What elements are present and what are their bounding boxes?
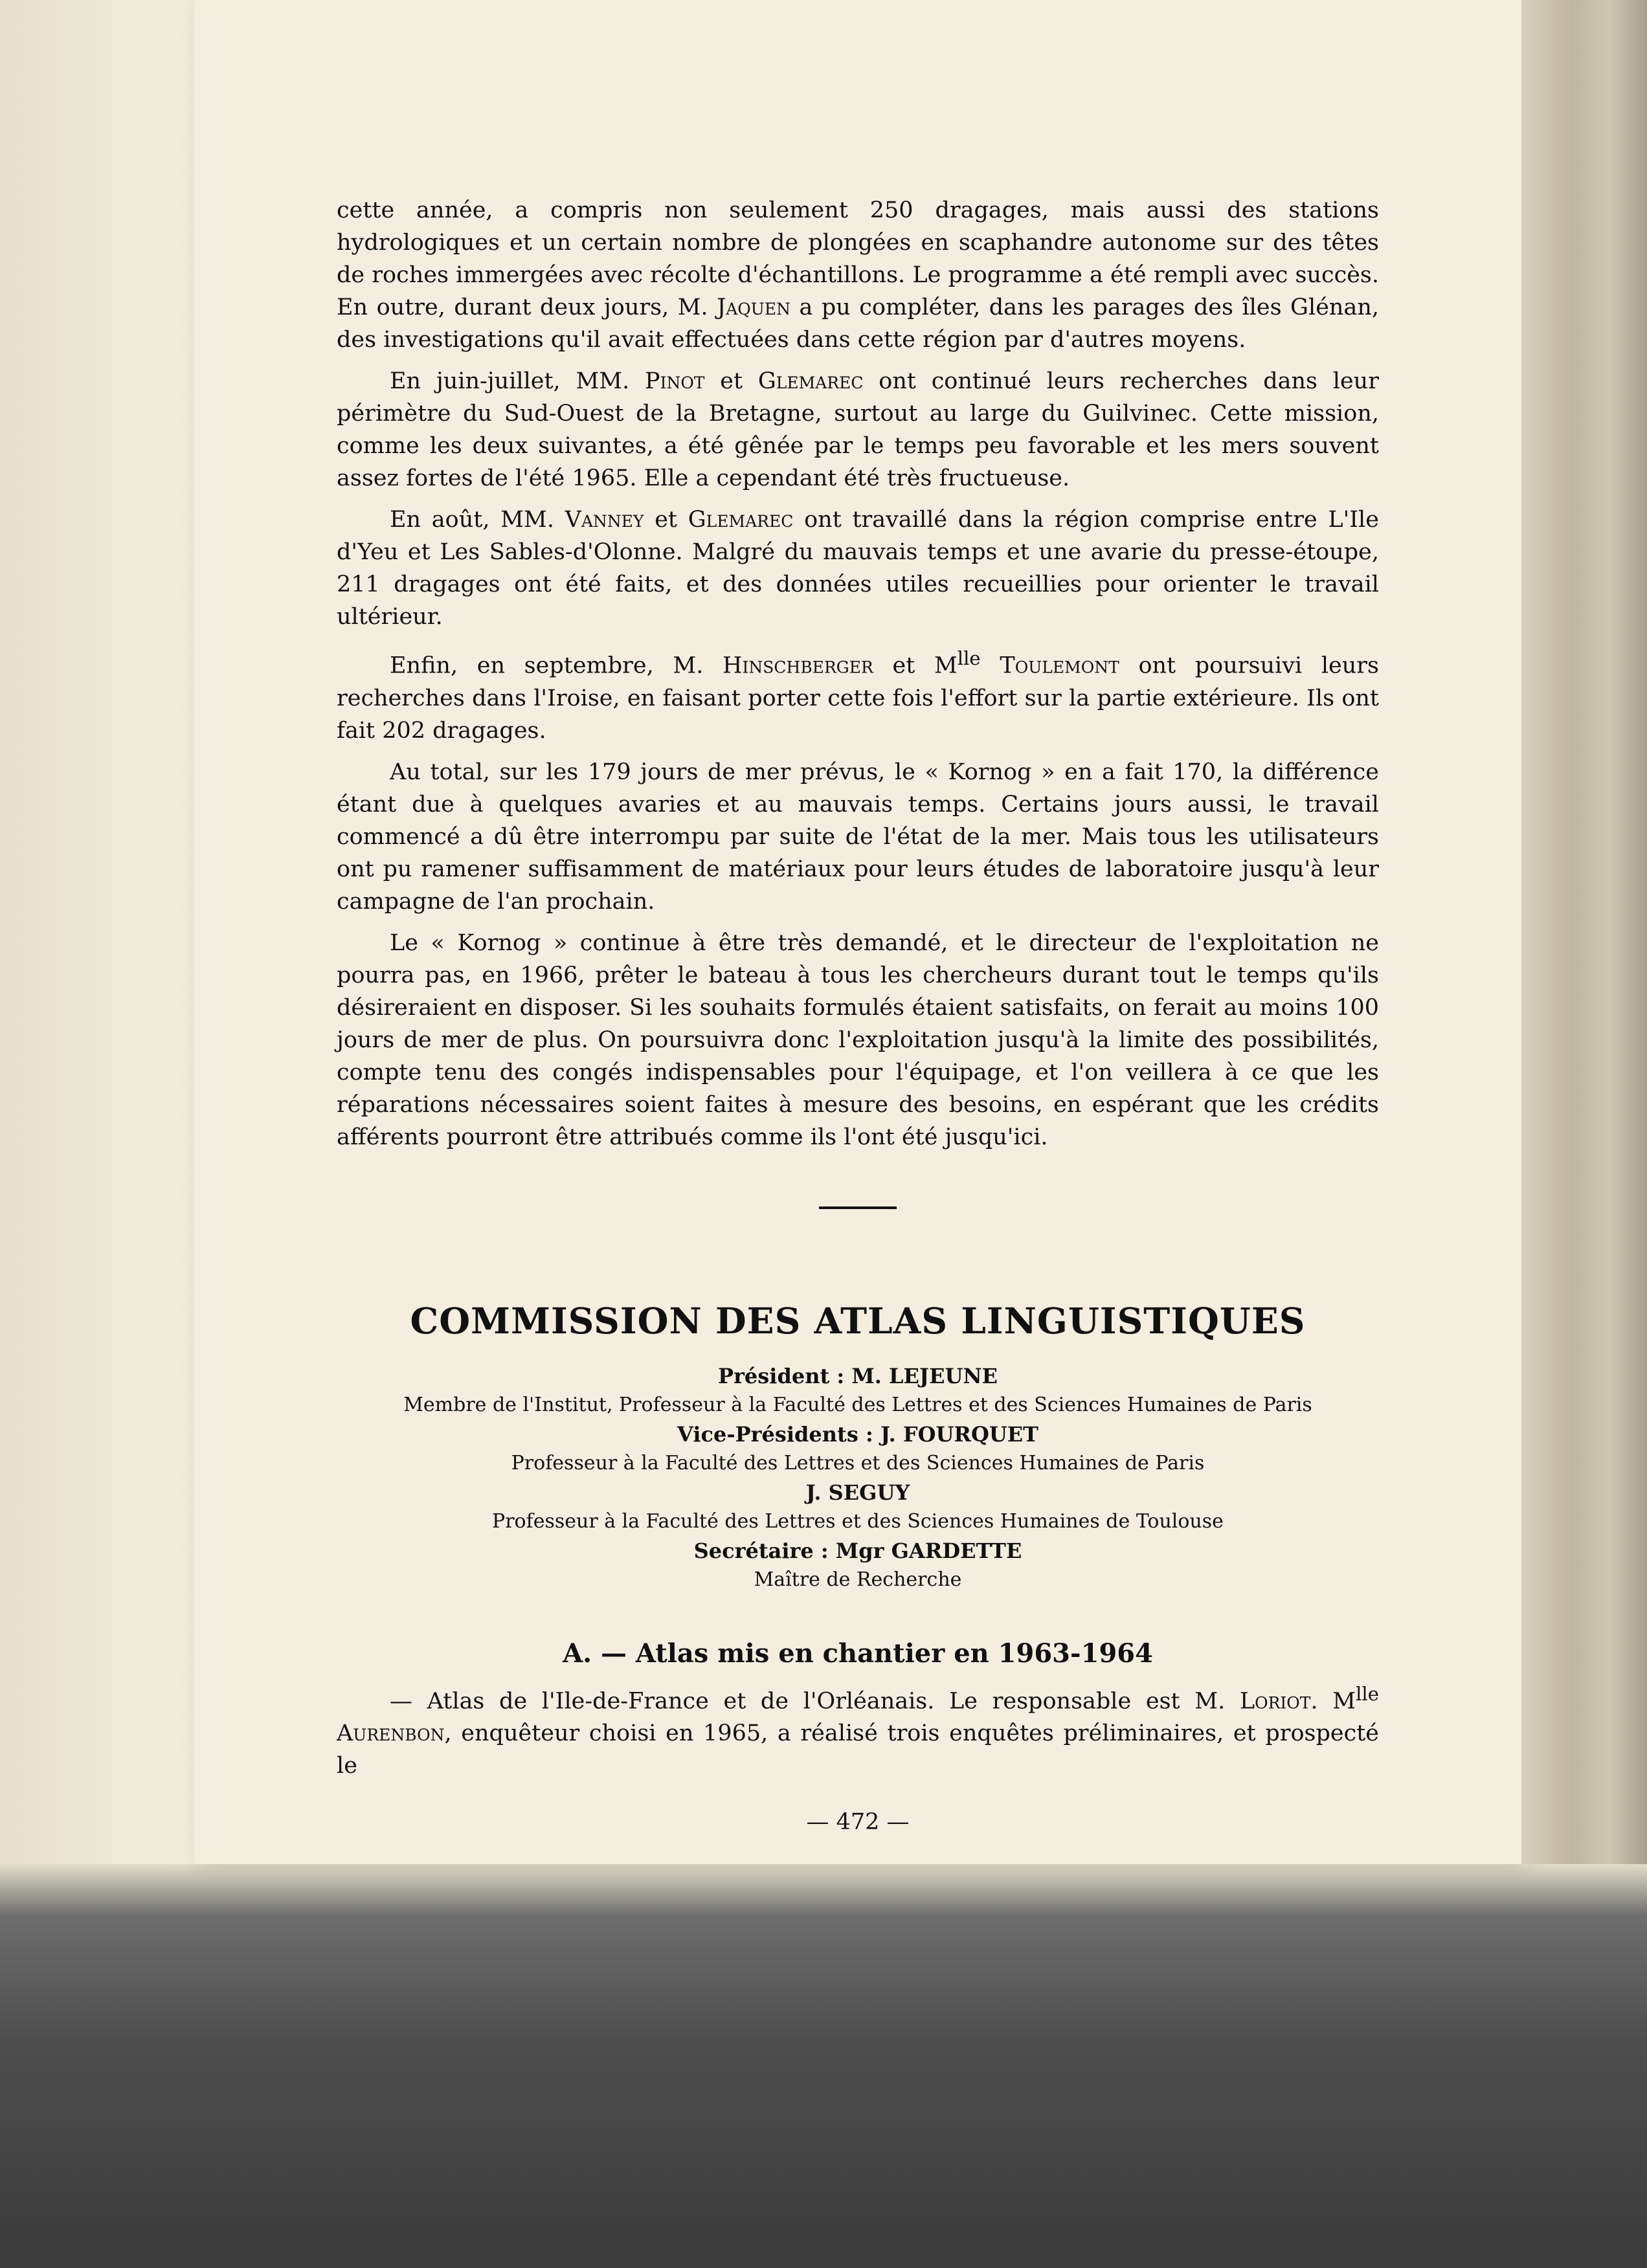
name-toulemont: Toulemont [1000,652,1119,679]
page-edge-shadow [1521,0,1647,1864]
section-divider [819,1206,897,1209]
paragraph-1: cette année, a compris non seulement 250 dragages, mais aussi des stations hydrologiques et un certain nombre de plongées en scaphandre autonome sur des têtes de roches immergées avec récolte d'échantillons. Le programme a été rempli avec succès. En outre, durant deux jours, M. Jaquen a pu compléter, dans les parages des îles Glénan, des investigations qu'il avait effectuées dans cette région par d'autres moyens. [337,197,1379,353]
page-number: — 472 — [806,1809,910,1836]
name-pinot: Pinot [645,368,705,394]
secretary: Secrétaire : Mgr GARDETTE [693,1538,1022,1563]
secretary-desc: Maître de Recherche [754,1568,962,1591]
paragraph-3: En août, MM. Vanney et Glemarec ont travaillé dans la région comprise entre L'Ile d'Yeu et Les Sables-d'Olonne. Malgré du mauvais temps et une avarie du presse-étoupe, 211 dragages ont été faits, et des données utiles recueillies pour orienter le travail ultérieur. [337,507,1379,630]
commission-title: COMMISSION DES ATLAS LINGUISTIQUES [410,1299,1306,1342]
name-vanney: Vanney [565,507,644,533]
vice-president-2: J. SEGUY [805,1480,910,1505]
section-paragraph: — Atlas de l'Ile-de-France et de l'Orléanais. Le responsable est M. Loriot. $M^{lle}$ Aurenbon, enquêteur choisi en 1965, a réalisé trois enquêtes préliminaires, et prospecté le [337,1682,1379,1779]
page-content [337,194,1379,1835]
vice-president-desc: Professeur à la Faculté des Lettres et des Sciences Humaines de Paris [511,1451,1205,1474]
name-jaquen: Jaquen [717,295,790,320]
facing-page-edge [0,0,196,1864]
president: Président : M. LEJEUNE [718,1363,998,1388]
president-desc: Membre de l'Institut, Professeur à la Faculté des Lettres et des Sciences Humaines de Paris [403,1393,1312,1416]
officers-block [337,1361,1379,1594]
paragraph-5: Au total, sur les 179 jours de mer prévus, le « Kornog » en a fait 170, la différence étant due à quelques avaries et au mauvais temps. Certains jours aussi, le travail commencé a dû être interrompu par suite de l'état de la mer. Mais tous les utilisateurs ont pu ramener suffisamment de matériaux pour leurs études de laboratoire jusqu'à leur campagne de l'an prochain. [337,759,1379,915]
name-loriot: Loriot [1239,1688,1311,1715]
name-aurenbon: Aurenbon [337,1720,445,1747]
vice-presidents: Vice-Présidents : J. FOURQUET [677,1421,1038,1447]
vice-president-2-desc: Professeur à la Faculté des Lettres et des Sciences Humaines de Toulouse [492,1509,1224,1533]
name-glemarec: Glemarec [757,368,864,394]
name-hinschberger: Hinschberger [723,652,873,679]
section-heading: A. — Atlas mis en chantier en 1963-1964 [563,1638,1153,1669]
paragraph-2: En juin-juillet, MM. Pinot et Glemarec ont continué leurs recherches dans leur périmètre du Sud-Ouest de la Bretagne, surtout au large du Guilvinec. Cette mission, comme les deux suivantes, a été gênée par le temps peu favorable et les mers souvent assez fortes de l'été 1965. Elle a cependant été très fructueuse. [337,368,1379,491]
paragraph-4: Enfin, en septembre, M. Hinschberger et $M^{lle}$ Toulemont ont poursuivi leurs recherches dans l'Iroise, en faisant porter cette fois l'effort sur la partie extérieure. Ils ont fait 202 dragages. [337,647,1379,744]
name-glemarec-2: Glemarec [688,507,794,533]
paragraph-6: Le « Kornog » continue à être très demandé, et le directeur de l'exploitation ne pourra pas, en 1966, prêter le bateau à tous les chercheurs durant tout le temps qu'ils désireraient en disposer. Si les souhaits formulés étaient satisfaits, on ferait au moins 100 jours de mer de plus. On poursuivra donc l'exploitation jusqu'à la limite des possibilités, compte tenu des congés indispensables pour l'équipage, et l'on veillera à ce que les réparations nécessaires soient faites à mesure des besoins, en espérant que les crédits afférents pourront être attribués comme ils l'ont été jusqu'ici. [337,929,1379,1150]
